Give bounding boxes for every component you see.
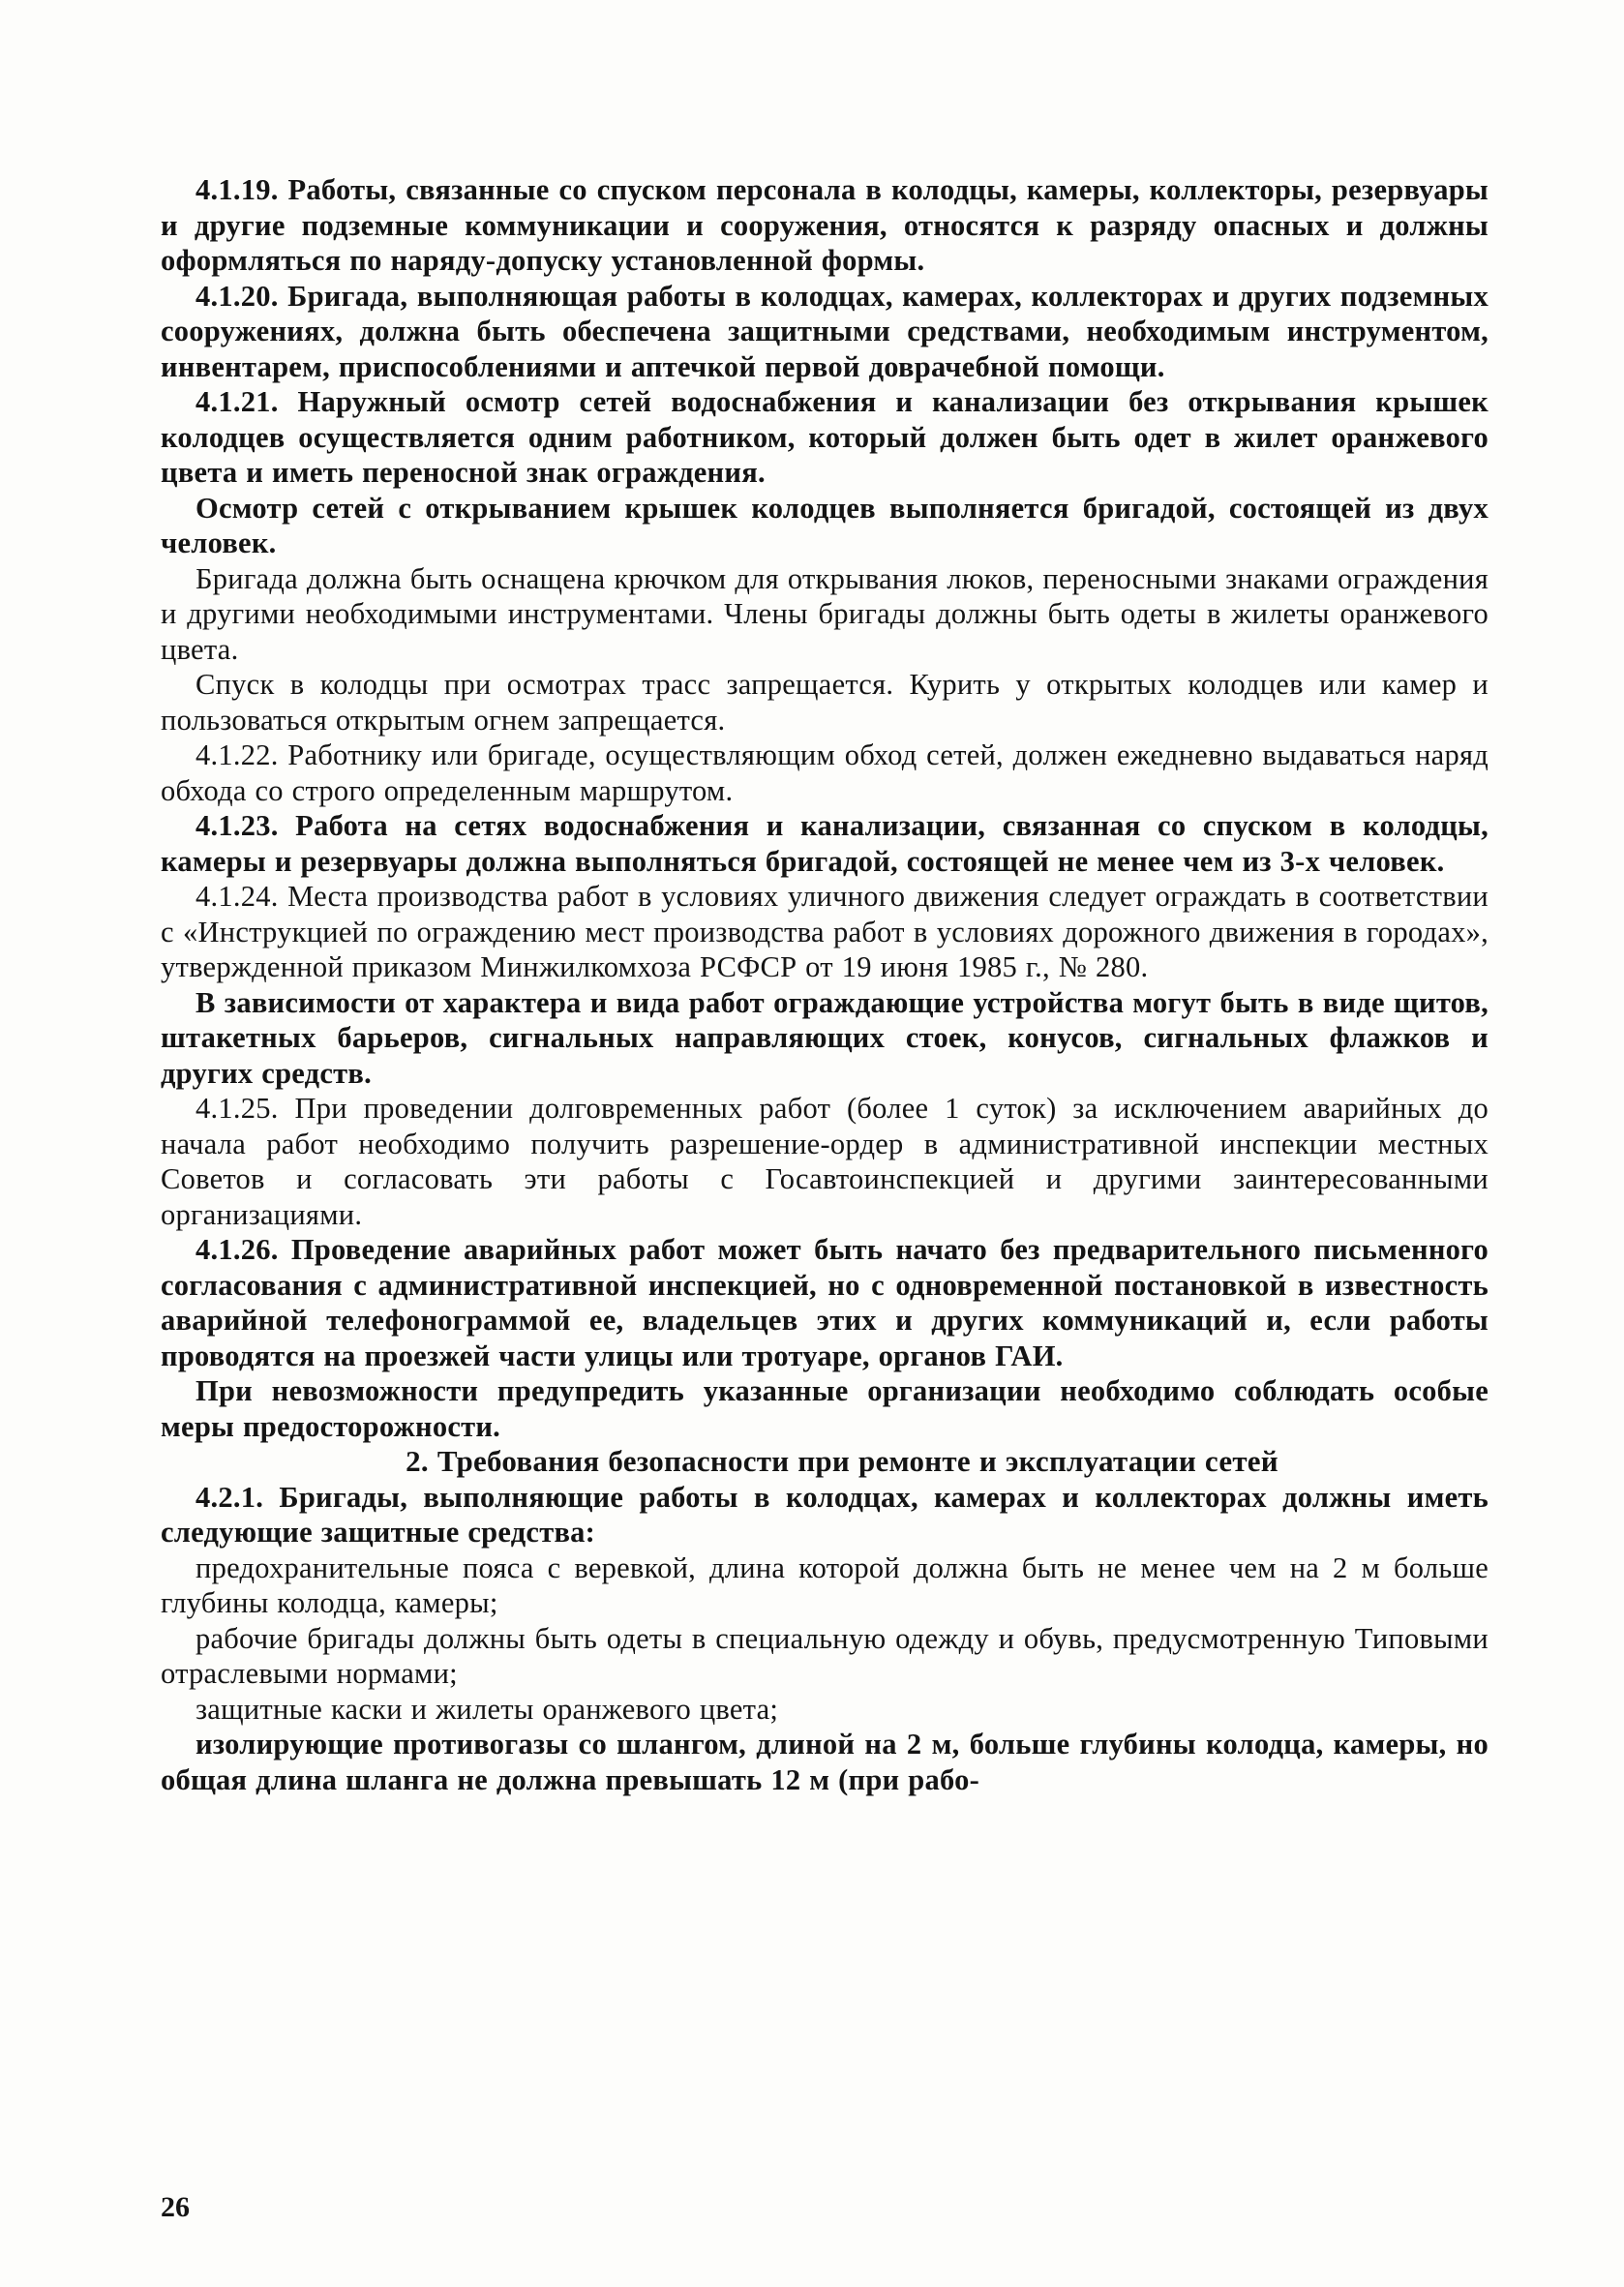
section-heading: 2. Требования безопасности при ремонте и эксплуатации сетей xyxy=(406,1444,1278,1478)
text-column xyxy=(161,172,1489,1797)
paragraph-4-1-21-equipment: Бригада должна быть оснащена крючком для открывания люков, переносными знаками ограждения и другими необходимыми инструментами. Члены бригады должны быть одеты в жилеты оранжевого цвета. xyxy=(161,561,1489,666)
paragraph-4-1-22: 4.1.22. Работнику или бригаде, осуществляющим обход сетей, должен ежедневно выдаваться наряд обхода со строго определенным маршрутом. xyxy=(161,738,1489,807)
list-item-belts: предохранительные пояса с веревкой, длина которой должна быть не менее чем на 2 м больше глубины колодца, камеры; xyxy=(161,1550,1489,1619)
list-item-gas-masks: изолирующие противогазы со шлангом, длиной на 2 м, больше глубины колодца, камеры, но общая длина шланга не должна превышать 12 м (при рабо- xyxy=(161,1728,1489,1796)
paragraph-4-1-24: 4.1.24. Места производства работ в условиях уличного движения следует ограждать в соответствии с «Инструкцией по ограждению мест производства работ в условиях дорожного движения в городах», утвержденной приказом Минжилкомхоза РСФСР от 19 июня 1985 г., № 280. xyxy=(161,880,1489,983)
paragraph-4-1-26: 4.1.26. Проведение аварийных работ может быть начато без предварительного письменного согласования с административной инспекцией, но с одновременной постановкой в известность аварийной телефонограммой ее, владельцев этих и других коммуникаций и, если работы проводятся на проезжей части улицы или тротуаре, органов ГАИ. xyxy=(161,1233,1489,1372)
paragraph-4-1-20: 4.1.20. Бригада, выполняющая работы в колодцах, камерах, коллекторах и других подземных сооружениях, должна быть обеспечена защитными средствами, необходимым инструментом, инвентарем, приспособлениями и аптечкой первой доврачебной помощи. xyxy=(161,279,1489,383)
paragraph-4-2-1: 4.2.1. Бригады, выполняющие работы в колодцах, камерах и коллекторах должны иметь следующие защитные средства: xyxy=(161,1480,1489,1549)
paragraph-4-1-21-inspection: Осмотр сетей с открыванием крышек колодцев выполняется бригадой, состоящей из двух человек. xyxy=(161,491,1489,559)
paragraph-4-1-23: 4.1.23. Работа на сетях водоснабжения и канализации, связанная со спуском в колодцы, камеры и резервуары должна выполняться бригадой, состоящей не менее чем из 3-х человек. xyxy=(161,809,1489,878)
paragraph-4-1-21-prohibition: Спуск в колодцы при осмотрах трасс запрещается. Курить у открытых колодцев или камер и пользоваться открытым огнем запрещается. xyxy=(161,668,1489,737)
paragraph-4-1-19: 4.1.19. Работы, связанные со спуском персонала в колодцы, камеры, коллекторы, резервуары и другие подземные коммуникации и сооружения, относятся к разряду опасных и должны оформляться по наряду-допуску установленной формы. xyxy=(161,173,1489,277)
paragraph-4-1-21: 4.1.21. Наружный осмотр сетей водоснабжения и канализации без открывания крышек колодцев осуществляется одним работником, который должен быть одет в жилет оранжевого цвета и иметь переносной знак ограждения. xyxy=(161,385,1489,489)
paragraph-4-1-24-devices: В зависимости от характера и вида работ ограждающие устройства могут быть в виде щитов, штакетных барьеров, сигнальных направляющих стоек, конусов, сигнальных флажков и других средств. xyxy=(161,985,1489,1090)
paragraph-4-1-26-precautions: При невозможности предупредить указанные организации необходимо соблюдать особые меры предосторожности. xyxy=(161,1374,1489,1443)
page-number: 26 xyxy=(161,2191,190,2223)
paragraph-4-1-25: 4.1.25. При проведении долговременных работ (более 1 суток) за исключением аварийных до начала работ необходимо получить разрешение-ордер в административной инспекции местных Советов и согласовать эти работы с Госавтоинспекцией и другими заинтересованными организациями. xyxy=(161,1092,1489,1231)
list-item-helmets: защитные каски и жилеты оранжевого цвета; xyxy=(195,1692,779,1726)
list-item-clothing: рабочие бригады должны быть одеты в специальную одежду и обувь, предусмотренную Типовыми отраслевыми нормами; xyxy=(161,1621,1489,1690)
